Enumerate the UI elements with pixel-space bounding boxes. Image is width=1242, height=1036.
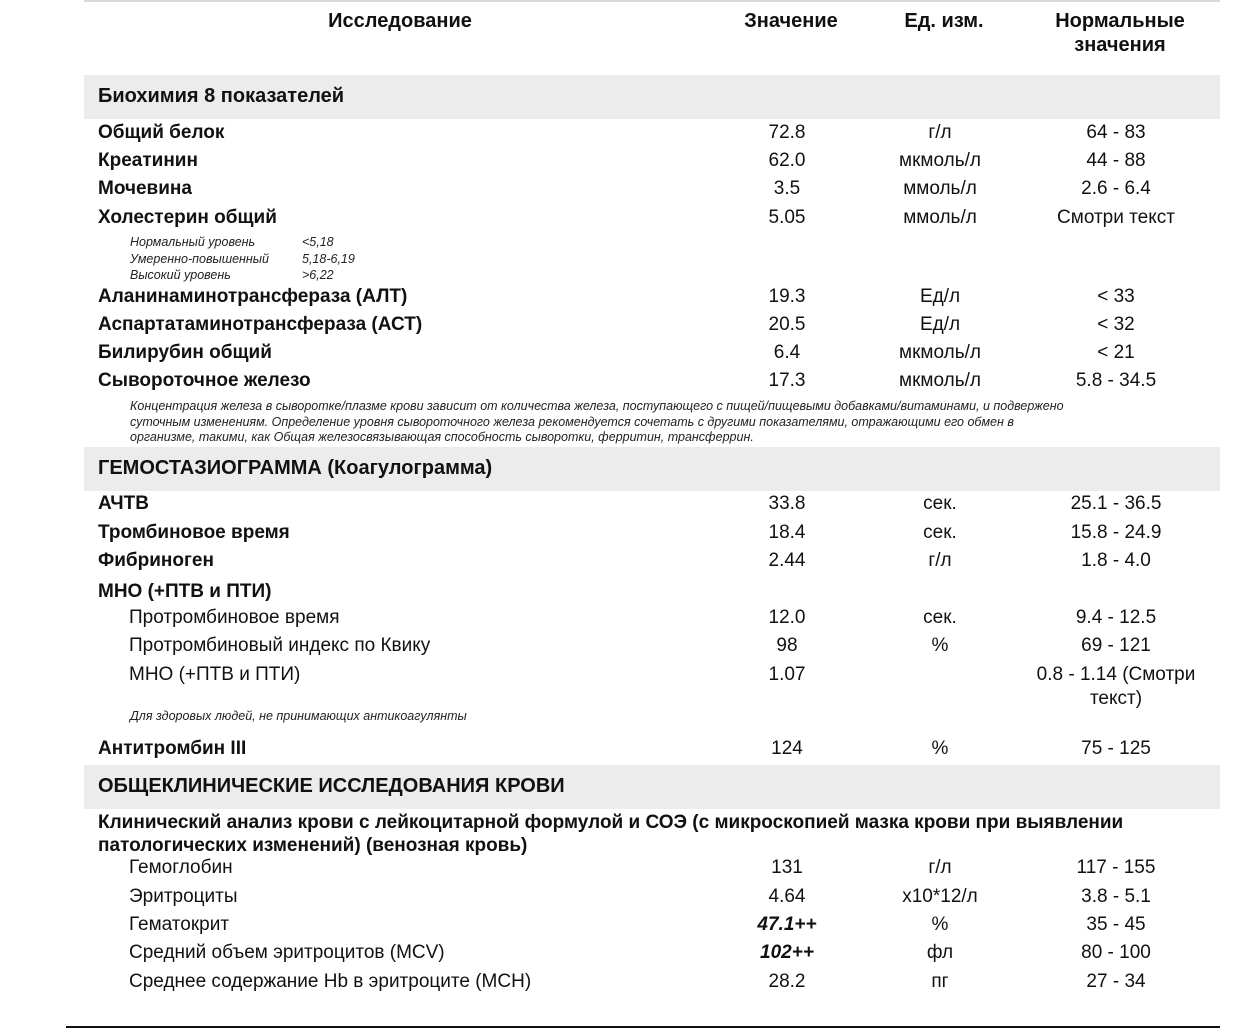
- test-value: 72.8: [768, 122, 806, 143]
- table-row: [0, 941, 1242, 969]
- test-name: Антитромбин III: [98, 738, 247, 759]
- test-norm: 9.4 - 12.5: [1075, 607, 1157, 628]
- test-name: Протромбиновое время: [129, 607, 340, 628]
- test-name: Общий белок: [98, 122, 225, 143]
- section-title: ОБЩЕКЛИНИЧЕСКИЕ ИССЛЕДОВАНИЯ КРОВИ: [98, 775, 565, 797]
- test-value: 19.3: [768, 286, 806, 307]
- table-row: [0, 970, 1242, 998]
- test-norm: 35 - 45: [1086, 914, 1146, 935]
- test-value-flagged: 102++: [760, 942, 814, 963]
- test-unit: г/л: [928, 550, 952, 571]
- iron-note-line: суточным изменениям. Определение уровня сывороточного железа рекомендуется сочетать с другими показателями, отражающими его обмен в: [130, 414, 1014, 429]
- test-name: Среднее содержание Hb в эритроците (MCH): [129, 971, 532, 992]
- test-unit: %: [931, 914, 949, 935]
- test-norm: < 32: [1097, 314, 1135, 335]
- table-row: [0, 121, 1242, 149]
- test-name: Средний объем эритроцитов (MCV): [129, 942, 445, 963]
- test-norm: 15.8 - 24.9: [1070, 522, 1162, 543]
- iron-note: [130, 399, 1220, 446]
- header-unit: Ед. изм.: [904, 10, 984, 32]
- test-unit: ммоль/л: [903, 207, 977, 228]
- test-value: 6.4: [773, 342, 801, 363]
- table-row: [0, 737, 1242, 765]
- mno-note: Для здоровых людей, не принимающих антикоагулянты: [130, 709, 467, 723]
- test-value: 33.8: [768, 493, 806, 514]
- test-norm-line1: 0.8 - 1.14 (Смотри: [1036, 664, 1196, 685]
- top-rule: [84, 0, 1220, 2]
- test-value: 5.05: [768, 207, 806, 228]
- table-row: [0, 492, 1242, 520]
- test-unit: г/л: [928, 857, 952, 878]
- test-norm: 1.8 - 4.0: [1081, 550, 1151, 571]
- test-unit: г/л: [928, 122, 952, 143]
- test-unit: Ед/л: [919, 286, 961, 307]
- test-value: 131: [771, 857, 803, 878]
- test-norm: 117 - 155: [1076, 857, 1156, 878]
- test-name: Билирубин общий: [98, 342, 272, 363]
- table-row: [0, 663, 1242, 713]
- test-unit: Ед/л: [919, 314, 961, 335]
- test-norm: 80 - 100: [1081, 942, 1151, 963]
- table-row: [0, 313, 1242, 341]
- analysis-title-line1: Клинический анализ крови с лейкоцитарной формулой и СОЭ (с микроскопией мазка крови при выявлении: [98, 812, 1124, 833]
- table-row: [0, 341, 1242, 369]
- test-name: Аланинаминотрансфераза (АЛТ): [98, 286, 408, 307]
- test-name: Гематокрит: [129, 914, 230, 935]
- cholesterol-levels-note: [130, 234, 355, 284]
- test-unit: сек.: [923, 522, 957, 543]
- header-norm-line1: Нормальные: [1055, 10, 1185, 32]
- test-name: Фибриноген: [98, 550, 214, 571]
- bottom-rule: [66, 1026, 1220, 1028]
- group-header: [0, 580, 1242, 608]
- table-row: [0, 549, 1242, 577]
- test-norm-line2: текст): [1089, 688, 1143, 709]
- table-row: [0, 856, 1242, 884]
- section-title: ГЕМОСТАЗИОГРАММА (Коагулограмма): [98, 457, 493, 479]
- test-unit: сек.: [923, 607, 957, 628]
- table-row: [0, 285, 1242, 313]
- test-norm: 5.8 - 34.5: [1075, 370, 1157, 391]
- table-row: [0, 521, 1242, 549]
- group-name: МНО (+ПТВ и ПТИ): [98, 581, 272, 602]
- test-value: 4.64: [768, 886, 806, 907]
- test-norm: 27 - 34: [1086, 971, 1146, 992]
- test-norm: 2.6 - 6.4: [1081, 178, 1151, 199]
- test-name: АЧТВ: [98, 493, 149, 514]
- test-value: 1.07: [768, 664, 806, 685]
- test-unit: %: [931, 635, 949, 656]
- test-unit: мкмоль/л: [899, 342, 981, 363]
- test-norm: < 33: [1097, 286, 1135, 307]
- test-name: Эритроциты: [129, 886, 238, 907]
- test-norm: < 21: [1097, 342, 1135, 363]
- test-norm: 3.8 - 5.1: [1081, 886, 1151, 907]
- section-blood: [84, 765, 1220, 809]
- test-name: МНО (+ПТВ и ПТИ): [129, 664, 301, 685]
- test-value: 124: [771, 738, 803, 759]
- test-name: Аспартатаминотрансфераза (АСТ): [98, 314, 423, 335]
- cholesterol-level: Высокий уровень >6,22: [130, 268, 334, 282]
- test-value: 18.4: [768, 522, 806, 543]
- test-norm: 75 - 125: [1081, 738, 1151, 759]
- test-name: Тромбиновое время: [98, 522, 290, 543]
- section-coag: [84, 447, 1220, 491]
- test-value: 12.0: [768, 607, 806, 628]
- test-value: 20.5: [768, 314, 806, 335]
- test-name: Креатинин: [98, 150, 198, 171]
- section-title: Биохимия 8 показателей: [98, 85, 345, 107]
- iron-note-line: Концентрация железа в сыворотке/плазме крови зависит от количества железа, поступающего с пищей/пищевыми добавками/витаминами, и подвержено: [130, 399, 1064, 413]
- test-value-flagged: 47.1++: [757, 914, 817, 935]
- table-row: [0, 149, 1242, 177]
- test-value: 17.3: [768, 370, 806, 391]
- analysis-title-line2: патологических изменений) (венозная кровь): [98, 835, 528, 856]
- table-row: [0, 885, 1242, 913]
- analysis-title: [98, 811, 1208, 857]
- test-name: Протромбиновый индекс по Квику: [129, 635, 431, 656]
- test-unit: ммоль/л: [903, 178, 977, 199]
- header-value: Значение: [744, 10, 838, 32]
- iron-note-line: организме, такими, как Общая железосвязывающая способность сыворотки, ферритин, трансферрин.: [130, 430, 754, 444]
- table-row: [0, 634, 1242, 662]
- test-unit: сек.: [923, 493, 957, 514]
- test-unit: х10*12/л: [902, 886, 978, 907]
- cholesterol-level: Умеренно-повышенный 5,18-6,19: [130, 251, 355, 266]
- cholesterol-level: Нормальный уровень <5,18: [130, 235, 334, 249]
- test-value: 28.2: [768, 971, 806, 992]
- test-name: Холестерин общий: [98, 207, 277, 228]
- test-unit: мкмоль/л: [899, 370, 981, 391]
- test-norm: 64 - 83: [1086, 122, 1146, 143]
- test-unit: фл: [926, 942, 954, 963]
- table-row: [0, 177, 1242, 205]
- test-unit: мкмоль/л: [899, 150, 981, 171]
- test-norm: 25.1 - 36.5: [1070, 493, 1162, 514]
- header-norm-line2: значения: [1074, 34, 1166, 56]
- test-name: Сывороточное железо: [98, 370, 311, 391]
- table-row: [0, 606, 1242, 634]
- table-row: [0, 369, 1242, 397]
- test-name: Мочевина: [98, 178, 192, 199]
- table-row: [0, 206, 1242, 234]
- test-name: Гемоглобин: [129, 857, 233, 878]
- test-value: 98: [776, 635, 798, 656]
- test-value: 62.0: [768, 150, 806, 171]
- test-norm: [1012, 663, 1220, 711]
- table-row: [0, 913, 1242, 941]
- test-value: 2.44: [768, 550, 806, 571]
- test-norm: Смотри текст: [1057, 207, 1175, 228]
- test-value: 3.5: [773, 178, 801, 199]
- test-unit: пг: [931, 971, 949, 992]
- header-norm: [1020, 9, 1220, 57]
- section-biochem: [84, 75, 1220, 119]
- test-norm: 69 - 121: [1081, 635, 1151, 656]
- test-unit: %: [931, 738, 949, 759]
- header-study: Исследование: [328, 10, 472, 32]
- test-norm: 44 - 88: [1086, 150, 1146, 171]
